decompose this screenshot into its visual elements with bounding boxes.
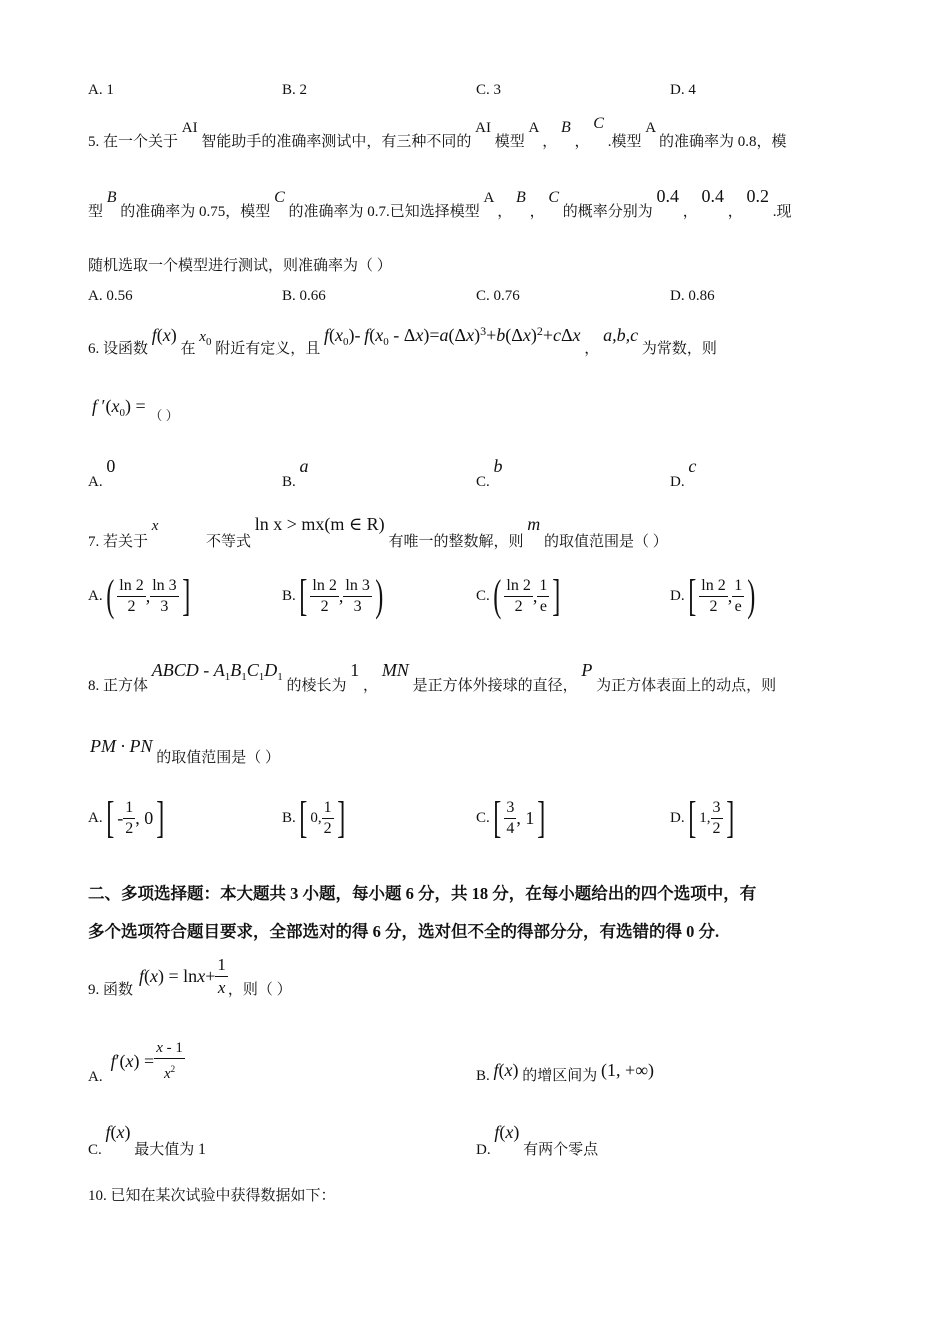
q8-cube: ABCD — [151, 660, 199, 680]
q8-option-c: C. [ $\frac{3}{4}$ , 1 ] — [476, 793, 546, 842]
q8-line-1: 8. 正方体 ABCD - $A_1B_1C_1D_1$ 的棱长为 1 ， MN 是正方体外接球的直径， P 为正方体表面上的动点，则 — [88, 660, 777, 694]
q5-option-a: A. 0.56 — [88, 288, 133, 304]
q7-inequality: ln x > mx(m ∈ R) — [254, 514, 385, 534]
q5-line-1: 5. 在一个关于 AI 智能助手的准确率测试中，有三种不同的 AI 模型 A ， B ， C .模型 A 的准确率为 0.8，模 — [88, 115, 787, 150]
q8-line-2: PM · PN 的取值范围是（ ） — [90, 736, 281, 766]
q4-option-d: D. 4 — [670, 82, 696, 98]
q5-option-c: C. 0.76 — [476, 288, 520, 304]
q6-fx: f — [151, 325, 157, 345]
q5-option-d: D. 0.86 — [670, 288, 715, 304]
q5-option-b: B. 0.66 — [282, 288, 326, 304]
q7-line: 7. 若关于 x 不等式 ln x > mx(m ∈ R) 有唯一的整数解，则 m 的取值范围是（ ） — [88, 514, 668, 550]
q6-option-d: D. c — [670, 456, 697, 490]
q5-line-3: 随机选取一个模型进行测试，则准确率为（ ） — [88, 258, 392, 274]
q5-line-2: 型 B 的准确率为 0.75，模型 C 的准确率为 0.7.已知选择模型 A ， B ， C 的概率分别为 0.4 ， 0.4 ， 0.2 .现 — [88, 186, 792, 220]
q6-option-a: A. 0 — [88, 456, 116, 490]
q4-option-b: B. 2 — [282, 82, 308, 98]
q9-option-c: C. f(x) 最大值为 1 — [88, 1122, 207, 1158]
q6-equation: $f(x_0)-$ $f(x_0 - \Delta x)=a(\Delta x)^3+b(\Delta x)^2+c\Delta x$ — [323, 324, 581, 348]
q7-option-b: B. [ $\frac{\ln 2}{2}$ , $\frac{\ln 3}{3}$ ) — [282, 571, 384, 620]
q7-option-c: C. ( $\frac{\ln 2}{2}$ , $\frac{1}{e}$ ] — [476, 571, 561, 620]
q6-line-1: 6. 设函数 f(x) 在 $x_0$ 附近有定义，且 $f(x_0)-$ $f(x_0 - \Delta x)=a(\Delta x)^3+b(\Delta x)^2+c\Delta x$ ， a,b,c 为常数，则 — [88, 324, 717, 357]
q9-option-b: B. f(x) 的增区间为 (1, +∞) — [476, 1060, 655, 1084]
q8-option-b: B. [ 0, $\frac{1}{2}$ ] — [282, 793, 346, 842]
q8-option-a: A. [ - $\frac{1}{2}$ , 0 ] — [88, 793, 165, 842]
q4-option-c: C. 3 — [476, 82, 502, 98]
section-2-line-2: 多个选项符合题目要求，全部选对的得 6 分，选对但不全的得部分分，有选错的得 0 分. — [88, 922, 720, 941]
q7-option-d: D. [ $\frac{\ln 2}{2}$ , $\frac{1}{e}$ ) — [670, 571, 756, 620]
q6-option-b: B. a — [282, 456, 309, 490]
q9-line: 9. 函数 f ( x ) = ln x + $\frac{1}{x}$ ，则（ ） — [88, 955, 292, 998]
q8-option-d: D. [ 1, $\frac{3}{2}$ ] — [670, 793, 734, 842]
section-2-line-1: 二、多项选择题：本大题共 3 小题，每小题 6 分，共 18 分，在每小题给出的四个选项中，有 — [88, 884, 757, 903]
q6-option-c: C. b — [476, 456, 503, 490]
q10-line: 10. 已知在某次试验中获得数据如下： — [88, 1188, 336, 1204]
q4-option-a: A. 1 — [88, 82, 114, 98]
q9-option-a: A. f ′( x ) = $\frac{x - 1}{x^2}$ — [88, 1040, 183, 1085]
q7-option-a: A. ( $\frac{\ln 2}{2}$ , $\frac{\ln 3}{3}$ ] — [88, 571, 191, 620]
q6-line-2: f $'(x_0)$ = （ ） — [92, 396, 179, 423]
q9-option-d: D. f(x) 有两个零点 — [476, 1122, 599, 1158]
